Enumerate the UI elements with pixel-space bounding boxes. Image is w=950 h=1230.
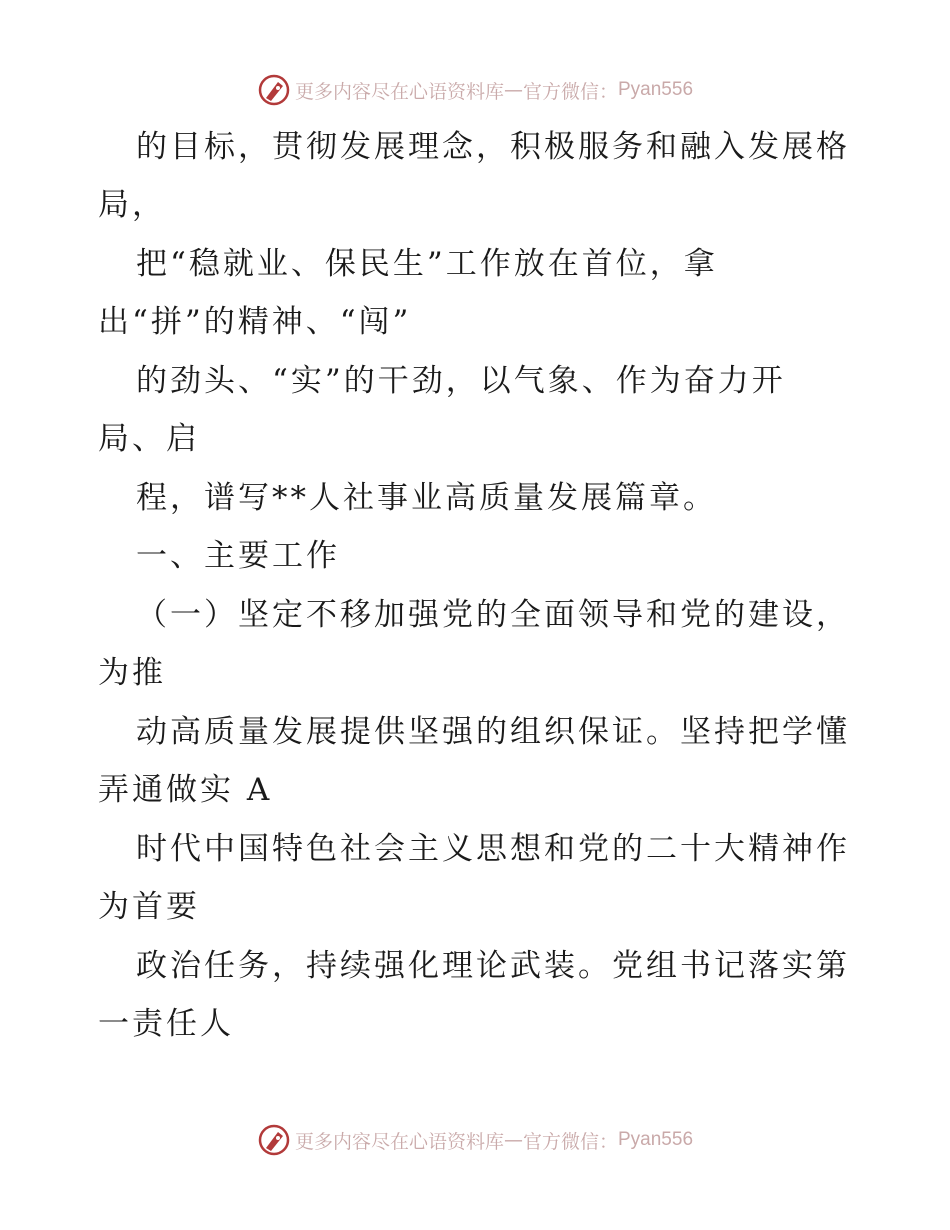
watermark-wechat-label: 官方微信： bbox=[522, 80, 618, 103]
pen-nib-circle-icon bbox=[257, 1123, 291, 1157]
text-line: 为推 bbox=[98, 655, 166, 691]
watermark-wechat-label: 官方微信： bbox=[522, 1130, 618, 1153]
watermark-footer bbox=[0, 1120, 950, 1160]
text-line: 把“稳就业、保民生”工作放在首位，拿 bbox=[136, 246, 718, 282]
text-line: 政治任务，持续强化理论武装。党组书记落实第 bbox=[136, 948, 850, 984]
section-heading: 一、主要工作 bbox=[136, 538, 340, 574]
watermark-separator: — bbox=[503, 79, 523, 101]
watermark-text: 更多内容尽在心语资料库 bbox=[294, 80, 504, 103]
text-line: 程，谱写**人社事业高质量发展篇章。 bbox=[136, 480, 717, 516]
text-line: 局， bbox=[98, 187, 166, 223]
text-line: 一责任人 bbox=[98, 1006, 234, 1042]
text-line: 出“拼”的精神、“闯” bbox=[98, 304, 412, 340]
watermark-header bbox=[0, 70, 950, 110]
text-line: 为首要 bbox=[98, 889, 200, 925]
text-line: 弄通做实 A bbox=[98, 772, 273, 808]
text-line: 的劲头、“实”的干劲，以气象、作为奋力开 bbox=[136, 363, 786, 399]
watermark-separator: — bbox=[503, 1129, 523, 1151]
watermark-wechat-id: Pyan556 bbox=[618, 79, 694, 100]
text-line: 动高质量发展提供坚强的组织保证。坚持把学懂 bbox=[136, 714, 850, 750]
pen-nib-circle-icon bbox=[257, 73, 291, 107]
text-line: 的目标，贯彻发展理念，积极服务和融入发展格 bbox=[136, 129, 850, 165]
watermark-text: 更多内容尽在心语资料库 bbox=[294, 1130, 504, 1153]
subsection-heading: （一）坚定不移加强党的全面领导和党的建设， bbox=[136, 597, 850, 633]
watermark-wechat-id: Pyan556 bbox=[618, 1129, 694, 1150]
text-line: 时代中国特色社会主义思想和党的二十大精神作 bbox=[136, 831, 850, 867]
text-line: 局、启 bbox=[98, 421, 200, 457]
